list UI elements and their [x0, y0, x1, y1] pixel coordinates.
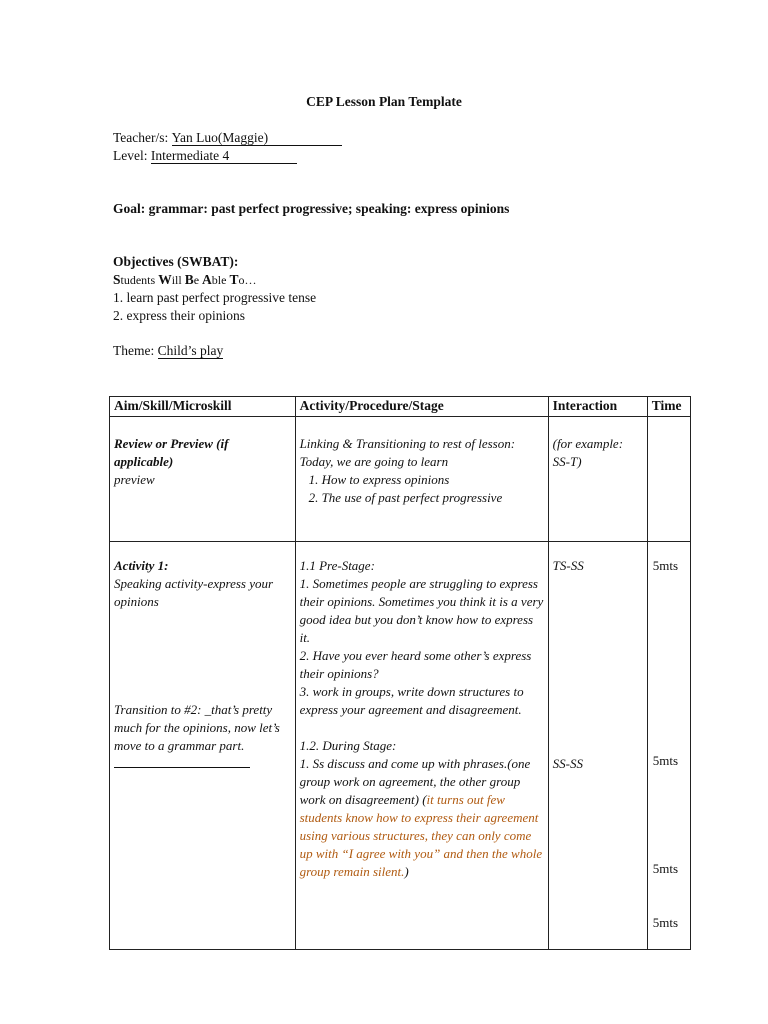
- time-cell: [647, 542, 690, 950]
- list-item: 2. Have you ever heard some other’s express their opinions?: [299, 648, 532, 681]
- swbat-word-able: ble: [211, 273, 230, 287]
- activity-list: [300, 471, 544, 507]
- header-interaction: Interaction: [548, 397, 647, 417]
- during-stage-body: [300, 755, 544, 881]
- header-time: Time: [647, 397, 690, 417]
- header-activity: Activity/Procedure/Stage: [295, 397, 548, 417]
- interaction-cell: [548, 542, 647, 950]
- swbat-line: [113, 272, 256, 288]
- level-line: [113, 148, 297, 164]
- aim-subtitle: preview: [114, 472, 155, 487]
- theme-value: Child’s play: [157, 343, 224, 358]
- aim-subtitle: Speaking activity-express your opinions: [114, 576, 274, 609]
- swbat-letter-b: B: [184, 272, 194, 287]
- time-cell: [647, 417, 690, 542]
- swbat-word-be: e: [193, 273, 203, 287]
- time-value: 5mts: [652, 558, 679, 573]
- teacher-line: [113, 130, 342, 146]
- during-stage-title: 1.2. During Stage:: [299, 738, 397, 753]
- swbat-letter-w: W: [158, 272, 172, 287]
- list-item: 1. Sometimes people are struggling to express their opinions. Sometimes you think it is a very good idea but you don’t know how to express it.: [299, 576, 544, 645]
- teacher-value: Yan Luo(Maggie): [172, 131, 342, 146]
- list-item: 1. How to express opinions: [322, 471, 544, 489]
- swbat-letter-s: S: [113, 272, 121, 287]
- swbat-word-will: ill: [171, 273, 185, 287]
- list-item: 3. work in groups, write down structures to express your agreement and disagreement.: [299, 684, 524, 717]
- aim-cell: [110, 542, 296, 950]
- time-value: 5mts: [652, 915, 679, 930]
- during-stage-text: 1. Ss discuss and come up with phrases.(one group work on agreement, the other group work on disagreement) (: [299, 756, 531, 807]
- theme-label: Theme:: [113, 343, 155, 358]
- time-value: 5mts: [652, 753, 679, 768]
- teacher-label: Teacher/s:: [113, 130, 169, 145]
- signature-line: [114, 755, 291, 773]
- transition-note: Transition to #2: _that’s pretty much for the opinions, now let’s move to a grammar part.: [114, 702, 280, 753]
- interaction-value: SS-SS: [552, 756, 583, 771]
- objective-item: 2. express their opinions: [113, 308, 245, 323]
- time-value: 5mts: [652, 861, 679, 876]
- pre-stage-title: 1.1 Pre-Stage:: [299, 558, 375, 573]
- interaction-cell: (for example: SS-T): [548, 417, 647, 542]
- table-row: [110, 542, 691, 950]
- teacher-note: it turns out few students know how to express their agreement using various structures, they can only come up with “I agree with you” and then the whole group remain silent.: [299, 792, 543, 879]
- activity-cell: [295, 417, 548, 542]
- aim-title: Activity 1:: [114, 558, 169, 573]
- level-value: Intermediate 4: [151, 149, 297, 164]
- activity-cell: [295, 542, 548, 950]
- page-title: CEP Lesson Plan Template: [306, 94, 462, 109]
- lesson-plan-table: [109, 396, 691, 950]
- swbat-word-to: o…: [238, 273, 257, 287]
- table-row: [110, 417, 691, 542]
- aim-cell: [110, 417, 296, 542]
- goal-statement: Goal: grammar: past perfect progressive; speaking: express opinions: [113, 201, 510, 216]
- activity-today: Today, we are going to learn: [299, 454, 449, 469]
- theme-line: [113, 343, 223, 359]
- table-header-row: [110, 397, 691, 417]
- swbat-word-students: tudents: [120, 273, 159, 287]
- objective-item: 1. learn past perfect progressive tense: [113, 290, 317, 305]
- level-label: Level:: [113, 148, 148, 163]
- interaction-value: TS-SS: [552, 558, 584, 573]
- during-stage-close: ): [404, 864, 409, 879]
- swbat-letter-t: T: [229, 272, 239, 287]
- header-aim: Aim/Skill/Microskill: [110, 397, 296, 417]
- activity-intro: Linking & Transitioning to rest of lesson:: [299, 436, 516, 451]
- swbat-letter-a: A: [202, 272, 212, 287]
- aim-title: Review or Preview (if applicable): [114, 436, 229, 469]
- list-item: 2. The use of past perfect progressive: [322, 489, 544, 507]
- objectives-heading: Objectives (SWBAT):: [113, 254, 239, 269]
